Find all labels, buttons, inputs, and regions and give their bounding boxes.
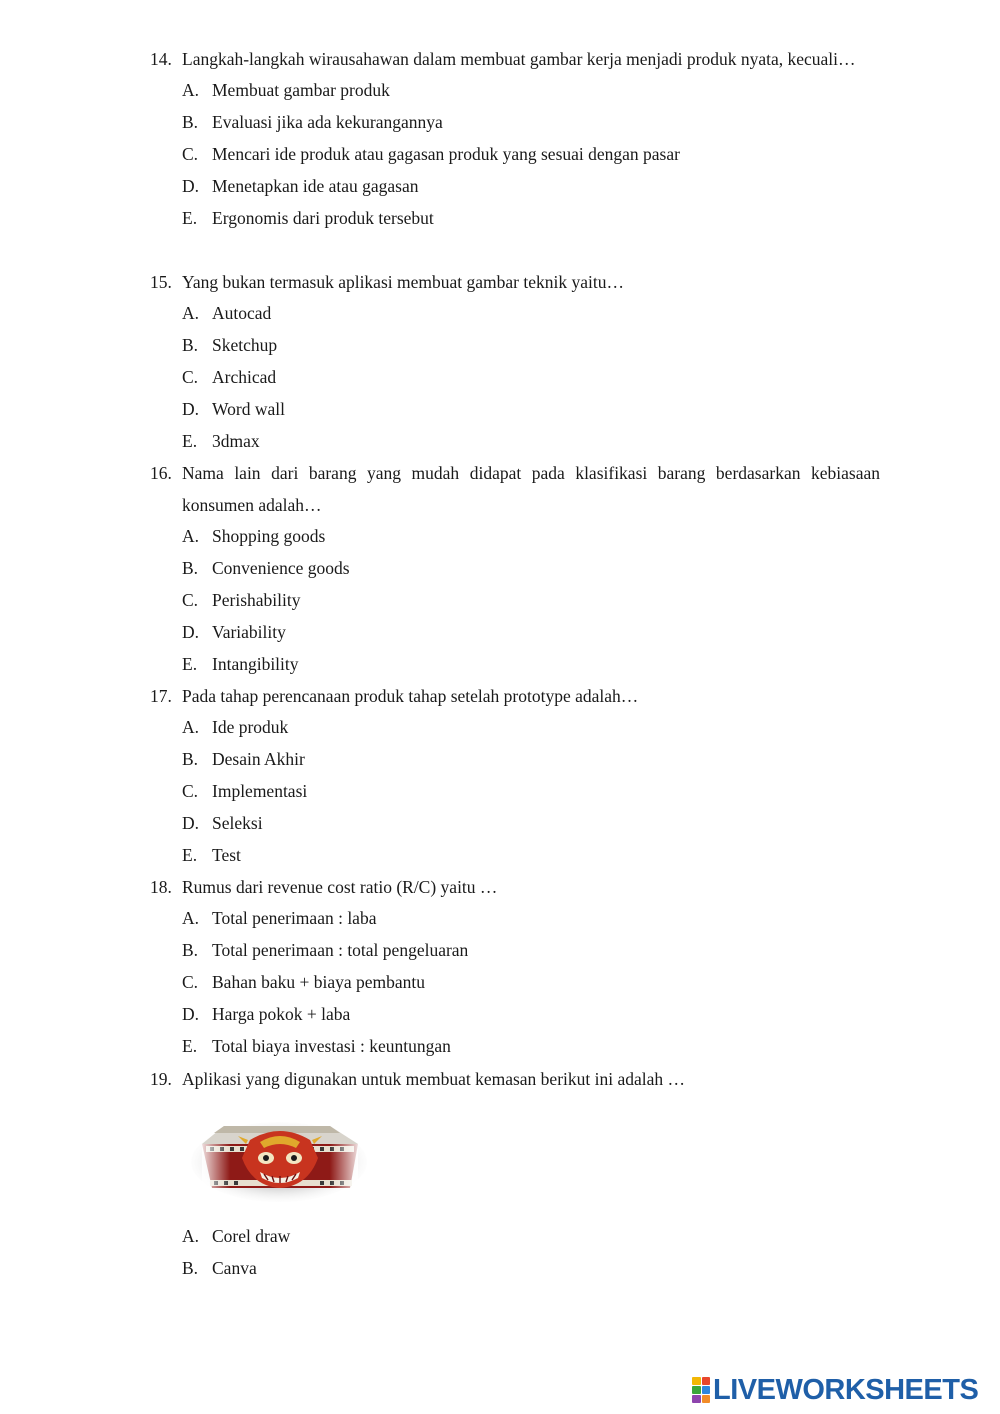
question-stem: [150, 680, 880, 712]
option-list: [182, 298, 880, 457]
option-e[interactable]: [182, 426, 880, 458]
option-letter: A.: [182, 1226, 200, 1246]
packaging-box-image: [190, 1118, 368, 1202]
question-stem: [150, 457, 880, 521]
option-letter: E.: [182, 1035, 198, 1056]
option-text: Ergonomis dari produk tersebut: [212, 207, 434, 228]
option-text: 3dmax: [212, 430, 260, 451]
option-list: [182, 1221, 880, 1285]
option-letter: A.: [182, 80, 200, 100]
option-d[interactable]: [182, 394, 880, 426]
question-18: [150, 871, 880, 1062]
packaging-box-illustration: [190, 1118, 368, 1202]
option-list: [182, 521, 880, 680]
option-a[interactable]: [182, 712, 880, 744]
option-text: Convenience goods: [212, 557, 350, 578]
option-a[interactable]: [182, 75, 880, 107]
option-list: [182, 75, 880, 234]
option-c[interactable]: [182, 362, 880, 394]
option-text: Total penerimaan : total pengeluaran: [212, 939, 469, 960]
option-letter: E.: [182, 844, 198, 865]
option-text: Autocad: [212, 303, 272, 323]
option-letter: B.: [182, 939, 199, 960]
option-e[interactable]: [182, 1031, 880, 1063]
option-letter: B.: [182, 334, 199, 355]
question-text: Aplikasi yang digunakan untuk membuat kemasan berikut ini adalah …: [182, 1069, 686, 1089]
option-e[interactable]: [182, 840, 880, 872]
question-stem: [150, 266, 880, 298]
option-letter: A.: [182, 303, 200, 323]
option-text: Harga pokok + laba: [212, 1003, 351, 1024]
option-c[interactable]: [182, 585, 880, 617]
logo-grid-icon: [692, 1377, 710, 1403]
question-number: 19.: [150, 1069, 172, 1089]
question-text: Langkah-langkah wirausahawan dalam membuat gambar kerja menjadi produk nyata, kecuali…: [182, 49, 856, 69]
option-list: [182, 903, 880, 1062]
question-text: Pada tahap perencanaan produk tahap setelah prototype adalah…: [182, 686, 639, 706]
option-letter: C.: [182, 589, 199, 610]
option-letter: D.: [182, 175, 200, 196]
liveworksheets-logo: [692, 1374, 978, 1406]
option-text: Shopping goods: [212, 526, 326, 546]
option-letter: A.: [182, 908, 200, 928]
option-letter: E.: [182, 653, 198, 674]
option-a[interactable]: [182, 1221, 880, 1253]
option-d[interactable]: [182, 808, 880, 840]
option-letter: D.: [182, 398, 200, 419]
option-letter: D.: [182, 1003, 200, 1024]
option-letter: D.: [182, 621, 200, 642]
option-d[interactable]: [182, 171, 880, 203]
option-e[interactable]: [182, 649, 880, 681]
question-number: 16.: [150, 463, 172, 483]
option-letter: C.: [182, 366, 199, 387]
option-text: Archicad: [212, 366, 277, 387]
option-letter: A.: [182, 526, 200, 546]
question-number: 15.: [150, 272, 172, 292]
question-text: Yang bukan termasuk aplikasi membuat gambar teknik yaitu…: [182, 272, 624, 292]
option-b[interactable]: [182, 330, 880, 362]
question-number: 18.: [150, 877, 172, 897]
question-17: [150, 680, 880, 871]
logo-text: LIVEWORKSHEETS: [713, 1373, 979, 1406]
question-stem: [150, 1063, 880, 1095]
option-text: Menetapkan ide atau gagasan: [212, 175, 419, 196]
option-b[interactable]: [182, 744, 880, 776]
option-letter: C.: [182, 780, 199, 801]
option-text: Implementasi: [212, 780, 308, 801]
option-b[interactable]: [182, 107, 880, 139]
option-a[interactable]: [182, 298, 880, 330]
question-15: [150, 266, 880, 457]
question-stem: [150, 43, 880, 75]
option-text: Seleksi: [212, 812, 263, 833]
option-letter: B.: [182, 1257, 199, 1278]
question-text: Rumus dari revenue cost ratio (R/C) yaitu …: [182, 877, 498, 897]
option-text: Corel draw: [212, 1226, 291, 1246]
option-letter: D.: [182, 812, 200, 833]
option-e[interactable]: [182, 203, 880, 235]
option-text: Variability: [212, 621, 286, 642]
option-c[interactable]: [182, 776, 880, 808]
option-letter: A.: [182, 717, 200, 737]
option-list: [182, 712, 880, 871]
option-b[interactable]: [182, 935, 880, 967]
question-16: [150, 457, 880, 680]
option-b[interactable]: [182, 1253, 880, 1285]
option-letter: E.: [182, 207, 198, 228]
option-text: Canva: [212, 1257, 257, 1278]
option-a[interactable]: [182, 521, 880, 553]
option-letter: B.: [182, 748, 199, 769]
option-text: Test: [212, 844, 241, 865]
option-text: Bahan baku + biaya pembantu: [212, 971, 425, 992]
option-d[interactable]: [182, 617, 880, 649]
question-14: [150, 43, 880, 234]
option-text: Word wall: [212, 398, 285, 419]
option-text: Mencari ide produk atau gagasan produk yang sesuai dengan pasar: [212, 143, 680, 164]
option-text: Desain Akhir: [212, 748, 305, 769]
option-text: Perishability: [212, 589, 301, 610]
question-stem: [150, 871, 880, 903]
option-letter: C.: [182, 143, 199, 164]
question-19-options: [150, 1221, 880, 1285]
option-text: Sketchup: [212, 334, 278, 355]
option-b[interactable]: [182, 553, 880, 585]
question-number: 17.: [150, 686, 172, 706]
option-c[interactable]: [182, 967, 880, 999]
option-letter: B.: [182, 557, 199, 578]
question-19: [150, 1063, 880, 1095]
option-letter: B.: [182, 111, 199, 132]
question-text: Nama lain dari barang yang mudah didapat pada klasifikasi barang berdasarkan kebiasaan konsumen adalah…: [182, 463, 880, 515]
option-letter: C.: [182, 971, 199, 992]
option-a[interactable]: [182, 903, 880, 935]
option-d[interactable]: [182, 999, 880, 1031]
question-number: 14.: [150, 49, 172, 69]
option-text: Total biaya investasi : keuntungan: [212, 1035, 451, 1056]
option-text: Membuat gambar produk: [212, 80, 390, 100]
option-text: Intangibility: [212, 653, 299, 674]
option-c[interactable]: [182, 139, 880, 171]
option-text: Evaluasi jika ada kekurangannya: [212, 111, 443, 132]
option-text: Total penerimaan : laba: [212, 908, 377, 928]
option-letter: E.: [182, 430, 198, 451]
option-text: Ide produk: [212, 717, 289, 737]
